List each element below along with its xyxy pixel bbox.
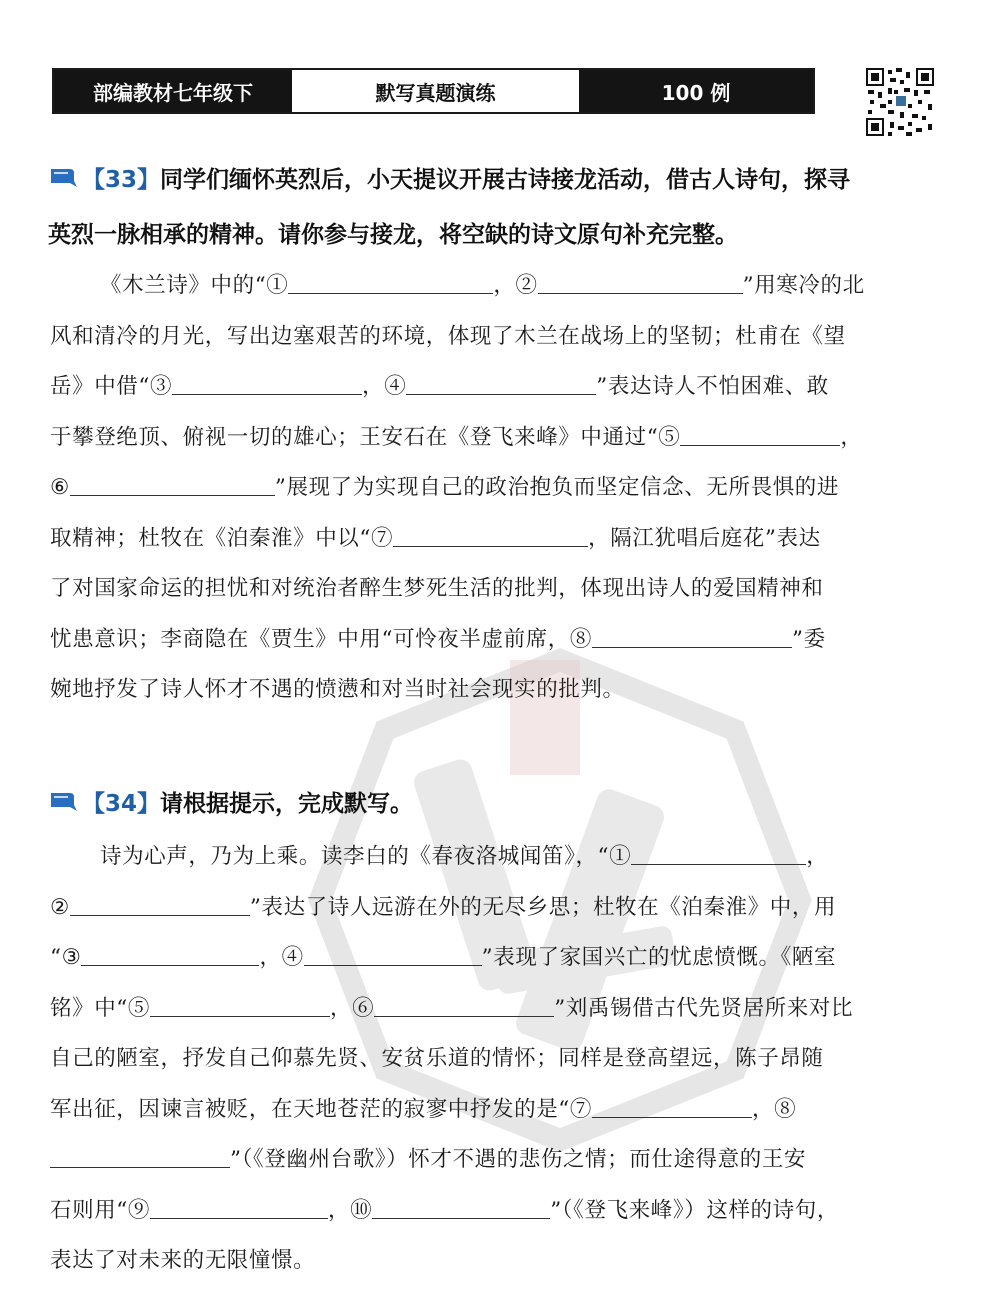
question-33-body <box>50 261 940 716</box>
question-33-heading <box>50 158 850 202</box>
answer-blank-2[interactable] <box>70 893 250 916</box>
answer-blank-8[interactable] <box>592 625 792 648</box>
text-line: 石则用“⑨ ，⑩ ”（《登飞来峰》）这样的诗句， <box>50 1197 839 1223</box>
qr-code-icon <box>864 66 936 138</box>
text-line: 婉地抒发了诗人怀才不遇的愤懑和对当时社会现实的批判。 <box>50 677 625 702</box>
answer-blank-3[interactable] <box>172 372 362 395</box>
answer-blank-10[interactable] <box>372 1196 550 1219</box>
answer-blank-3[interactable] <box>81 943 259 966</box>
answer-blank-5[interactable] <box>680 423 840 446</box>
answer-blank-6[interactable] <box>70 473 275 496</box>
text-line: 取精神；杜牧在《泊秦淮》中以“⑦ ，隔江犹唱后庭花”表达 <box>50 525 821 551</box>
answer-blank-5[interactable] <box>150 994 330 1017</box>
text-line: ”（《登幽州台歌》）怀才不遇的悲伤之情；而仕途得意的王安 <box>50 1135 940 1186</box>
question-number: 【33】 <box>82 167 161 193</box>
text-line: 军出征，因谏言被贬，在天地苍茫的寂寥中抒发的是“⑦ ，⑧ <box>50 1096 797 1122</box>
header-count: 100 例 <box>579 70 813 112</box>
answer-blank-4[interactable] <box>304 943 482 966</box>
answer-blank-7[interactable] <box>592 1095 752 1118</box>
question-34-heading <box>50 782 413 826</box>
text-line: 自己的陋室，抒发自己仰慕先贤、安贫乐道的情怀；同样是登高望远，陈子昂随 <box>50 1046 824 1071</box>
text-line: 诗为心声，乃为上乘。读李白的《春夜洛城闻笛》，“① ， <box>100 844 829 869</box>
header-title: 默写真题演练 <box>292 70 579 112</box>
text-line: 表达了对未来的无限憧憬。 <box>50 1248 316 1273</box>
answer-blank-8[interactable] <box>50 1145 230 1168</box>
text-line: ⑥ ”展现了为实现自己的政治抱负而坚定信念、无所畏惧的进 <box>50 475 839 500</box>
answer-blank-7[interactable] <box>393 524 588 547</box>
answer-blank-2[interactable] <box>538 271 743 294</box>
text-line: 了对国家命运的担忧和对统治者醉生梦死生活的批判，体现出诗人的爱国精神和 <box>50 576 824 601</box>
header-grade: 部编教材七年级下 <box>54 70 292 112</box>
text-line: 风和清冷的月光，写出边塞艰苦的环境，体现了木兰在战场上的坚韧；杜甫在《望 <box>50 323 846 349</box>
text-line: 于攀登绝顶、俯视一切的雄心；王安石在《登飞来峰》中通过“⑤ ， <box>50 424 863 450</box>
flag-icon <box>50 791 78 813</box>
text-line: ② ”表达了诗人远游在外的无尽乡思；杜牧在《泊秦淮》中，用 <box>50 894 837 920</box>
answer-blank-9[interactable] <box>150 1196 328 1219</box>
flag-icon <box>50 167 78 189</box>
question-prompt: 请根据提示，完成默写。 <box>160 791 414 817</box>
text-line: 铭》中“⑤ ，⑥ ”刘禹锡借古代先贤居所来对比 <box>50 995 854 1021</box>
answer-blank-1[interactable] <box>288 271 493 294</box>
answer-blank-4[interactable] <box>406 372 596 395</box>
text-line: “③ ，④ ”表现了家国兴亡的忧虑愤慨。《陋室 <box>50 945 837 970</box>
answer-blank-1[interactable] <box>631 842 806 865</box>
question-33-prompt-2: 英烈一脉相承的精神。请你参与接龙，将空缺的诗文原句补充完整。 <box>48 222 738 248</box>
question-34-body <box>50 832 940 1287</box>
text-line: 忧患意识；李商隐在《贾生》中用“可怜夜半虚前席，⑧ ”委 <box>50 626 826 652</box>
question-prompt: 同学们缅怀英烈后，小天提议开展古诗接龙活动，借古人诗句，探寻 <box>160 167 851 193</box>
header-bar <box>52 68 815 114</box>
text-line: 岳》中借“③ ，④ ”表达诗人不怕困难、敢 <box>50 374 829 399</box>
text-line: 《木兰诗》中的“① ，② ”用寒冷的北 <box>100 273 865 298</box>
answer-blank-6[interactable] <box>374 994 554 1017</box>
question-number: 【34】 <box>82 791 161 817</box>
